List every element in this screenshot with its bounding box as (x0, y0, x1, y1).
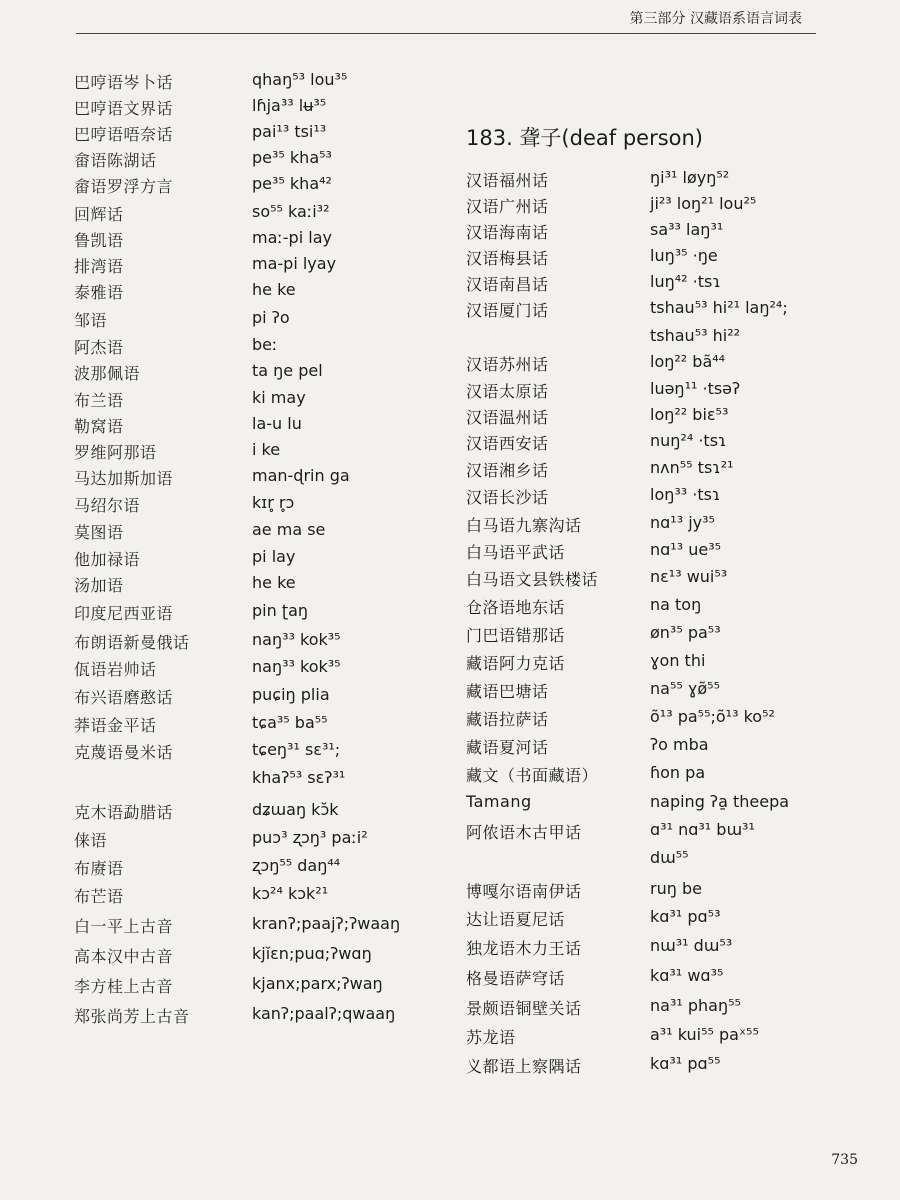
word-form: pe³⁵ kha⁴² (252, 174, 332, 193)
header-rule (76, 33, 816, 34)
language-name: 汉语海南话 (466, 223, 549, 242)
language-name: 克木语勐腊话 (74, 803, 174, 822)
language-name: 佤语岩帅话 (74, 660, 157, 679)
language-name: 汉语广州话 (466, 197, 549, 216)
language-name: 藏语夏河话 (466, 738, 549, 757)
language-name: 汉语太原话 (466, 382, 549, 401)
word-form: luŋ⁴² ·tsɿ (650, 272, 721, 291)
word-form: man-ɖrin ga (252, 466, 350, 485)
word-form: tshau⁵³ hi²¹ laŋ²⁴; (650, 298, 788, 317)
word-form: ɦon pa (650, 763, 706, 782)
language-name: 罗维阿那语 (74, 443, 157, 462)
word-form: la-u lu (252, 414, 302, 433)
word-form: kjĭɛn;puɑ;ʔwɑŋ (252, 944, 372, 963)
word-form: ki may (252, 388, 306, 407)
language-name: 汉语苏州话 (466, 355, 549, 374)
language-name: 阿杰语 (74, 338, 124, 357)
language-name: 巴哼语文界话 (74, 99, 174, 118)
word-form: tɕeŋ³¹ sɛ³¹; (252, 740, 341, 759)
word-form: na toŋ (650, 595, 702, 614)
language-name: 巴哼语岑卜话 (74, 73, 174, 92)
language-name: 仓洛语地东话 (466, 598, 566, 617)
word-form: ji²³ loŋ²¹ lou²⁵ (650, 194, 757, 213)
language-name: 白马语九寨沟话 (466, 516, 582, 535)
running-header: 第三部分 汉藏语系语言词表 (629, 11, 802, 27)
word-form: naping ʔa̱ theepa (650, 792, 790, 811)
word-form: he ke (252, 280, 296, 299)
word-form: maː-pi lay (252, 228, 332, 247)
word-form: puɕiŋ plia (252, 685, 330, 704)
word-form: ruŋ be (650, 879, 702, 898)
language-name: 排湾语 (74, 257, 124, 276)
language-name: 布赓语 (74, 859, 124, 878)
language-name: 畲语陈湖话 (74, 151, 157, 170)
word-form: nʌn⁵⁵ tsɿ²¹ (650, 458, 734, 477)
language-name: 汉语长沙话 (466, 488, 549, 507)
language-name: 李方桂上古音 (74, 977, 174, 996)
word-form: pe³⁵ kha⁵³ (252, 148, 332, 167)
language-name: 汉语温州话 (466, 408, 549, 427)
word-form: nɯ³¹ dɯ⁵³ (650, 936, 733, 955)
word-form: dɯ⁵⁵ (650, 848, 689, 867)
word-form: lɦja³³ lʉ³⁵ (252, 96, 327, 115)
language-name: 郑张尚芳上古音 (74, 1007, 190, 1026)
word-form: na³¹ phaŋ⁵⁵ (650, 996, 741, 1015)
word-form: kɑ³¹ wɑ³⁵ (650, 966, 724, 985)
word-form: a³¹ kui⁵⁵ paˣ⁵⁵ (650, 1025, 759, 1044)
word-form: so⁵⁵ kaːi³² (252, 202, 330, 221)
language-name: 达让语夏尼话 (466, 910, 566, 929)
language-name: 苏龙语 (466, 1028, 516, 1047)
language-name: 白马语平武话 (466, 543, 566, 562)
word-form: luŋ³⁵ ·ŋe (650, 246, 718, 265)
language-name: 白马语文县铁楼话 (466, 570, 599, 589)
language-name: 俫语 (74, 831, 108, 850)
word-form: õ¹³ pa⁵⁵;õ¹³ ko⁵² (650, 707, 775, 726)
word-form: ŋi³¹ løyŋ⁵² (650, 168, 730, 187)
language-name: 泰雅语 (74, 283, 124, 302)
language-name: 畲语罗浮方言 (74, 177, 174, 196)
word-form: pi lay (252, 547, 296, 566)
word-form: ɣon thi (650, 651, 706, 670)
language-name: 汉语湘乡话 (466, 461, 549, 480)
language-name: 勒窝语 (74, 417, 124, 436)
language-name: 马绍尔语 (74, 496, 141, 515)
word-form: naŋ³³ kok³⁵ (252, 657, 341, 676)
word-form: khaʔ⁵³ sɛʔ³¹ (252, 768, 346, 787)
word-form: tɕa³⁵ ba⁵⁵ (252, 713, 328, 732)
word-form: ʔo mba (650, 735, 709, 754)
word-form: kanʔ;paalʔ;qwaaŋ (252, 1004, 396, 1023)
language-name: 马达加斯加语 (74, 469, 174, 488)
word-form: pai¹³ tsi¹³ (252, 122, 327, 141)
word-form: na⁵⁵ ɣø̃⁵⁵ (650, 679, 721, 698)
word-form: kɑ³¹ pɑ⁵⁵ (650, 1054, 721, 1073)
word-form: kjanx;parx;ʔwaŋ (252, 974, 383, 993)
word-form: qhaŋ⁵³ lou³⁵ (252, 70, 348, 89)
word-form: øn³⁵ pa⁵³ (650, 623, 721, 642)
language-name: 布芒语 (74, 887, 124, 906)
language-name: 汉语西安话 (466, 434, 549, 453)
word-form: loŋ²² biɛ⁵³ (650, 405, 729, 424)
language-name: 藏文（书面藏语） (466, 766, 599, 785)
language-name: 高本汉中古音 (74, 947, 174, 966)
word-form: pin ʈaŋ (252, 601, 309, 620)
language-name: 藏语阿力克话 (466, 654, 566, 673)
language-name: 印度尼西亚语 (74, 604, 174, 623)
word-form: kranʔ;paajʔ;ʔwaaŋ (252, 914, 401, 933)
language-name: 波那佩语 (74, 364, 141, 383)
language-name: 博嘎尔语南伊话 (466, 882, 582, 901)
word-form: ae ma se (252, 520, 326, 539)
language-name: 莽语金平话 (74, 716, 157, 735)
word-form: nuŋ²⁴ ·tsɿ (650, 431, 727, 450)
word-form: i ke (252, 440, 281, 459)
word-form: ta ŋe pel (252, 361, 323, 380)
word-form: luəŋ¹¹ ·tsəʔ (650, 379, 741, 398)
word-form: beː (252, 335, 278, 354)
word-form: nɑ¹³ jy³⁵ (650, 513, 715, 532)
language-name: 汤加语 (74, 576, 124, 595)
language-name: 门巴语错那话 (466, 626, 566, 645)
word-form: he ke (252, 573, 296, 592)
word-form: ʐɔŋ⁵⁵ daŋ⁴⁴ (252, 856, 341, 875)
language-name: 鲁凯语 (74, 231, 124, 250)
word-form: nɑ¹³ ue³⁵ (650, 540, 722, 559)
language-name: 布朗语新曼俄话 (74, 633, 190, 652)
language-name: 巴哼语唔奈话 (74, 125, 174, 144)
language-name: 布兰语 (74, 391, 124, 410)
page-number: 735 (831, 1152, 858, 1168)
language-name: 他加禄语 (74, 550, 141, 569)
word-form: kɪr̥ r̥ɔ (252, 493, 295, 512)
word-form: kɔ²⁴ kɔk²¹ (252, 884, 329, 903)
language-name: 汉语福州话 (466, 171, 549, 190)
word-form: sa³³ laŋ³¹ (650, 220, 724, 239)
language-name: 邹语 (74, 311, 108, 330)
word-form: ma-pi lyay (252, 254, 337, 273)
language-name: 格曼语萨穹话 (466, 969, 566, 988)
language-name: 独龙语木力王话 (466, 939, 582, 958)
word-form: loŋ²² bã⁴⁴ (650, 352, 726, 371)
word-form: tshau⁵³ hi²² (650, 326, 741, 345)
language-name: 汉语厦门话 (466, 301, 549, 320)
word-form: dʑɯaŋ kɔ̆k (252, 800, 339, 819)
word-form: kɑ³¹ pɑ⁵³ (650, 907, 721, 926)
word-form: ɑ³¹ nɑ³¹ bɯ³¹ (650, 820, 755, 839)
language-name: 藏语巴塘话 (466, 682, 549, 701)
word-form: naŋ³³ kok³⁵ (252, 630, 341, 649)
section-title: 183. 聋子(deaf person) (466, 126, 703, 150)
word-form: nɛ¹³ wui⁵³ (650, 567, 728, 586)
language-name: 回辉话 (74, 205, 124, 224)
language-name: 莫图语 (74, 523, 124, 542)
language-name: 藏语拉萨话 (466, 710, 549, 729)
language-name: 义都语上察隅话 (466, 1057, 582, 1076)
language-name: 景颇语铜壁关话 (466, 999, 582, 1018)
word-form: pi ʔo (252, 308, 290, 327)
language-name: 阿侬语木古甲话 (466, 823, 582, 842)
language-name: 克蔑语曼米话 (74, 743, 174, 762)
language-name: 汉语南昌话 (466, 275, 549, 294)
word-form: puɔ³ ʐɔŋ³ paːi² (252, 828, 368, 847)
word-form: loŋ³³ ·tsɿ (650, 485, 721, 504)
language-name: 白一平上古音 (74, 917, 174, 936)
language-name: Tamang (466, 792, 532, 811)
language-name: 布兴语磨憨话 (74, 688, 174, 707)
language-name: 汉语梅县话 (466, 249, 549, 268)
